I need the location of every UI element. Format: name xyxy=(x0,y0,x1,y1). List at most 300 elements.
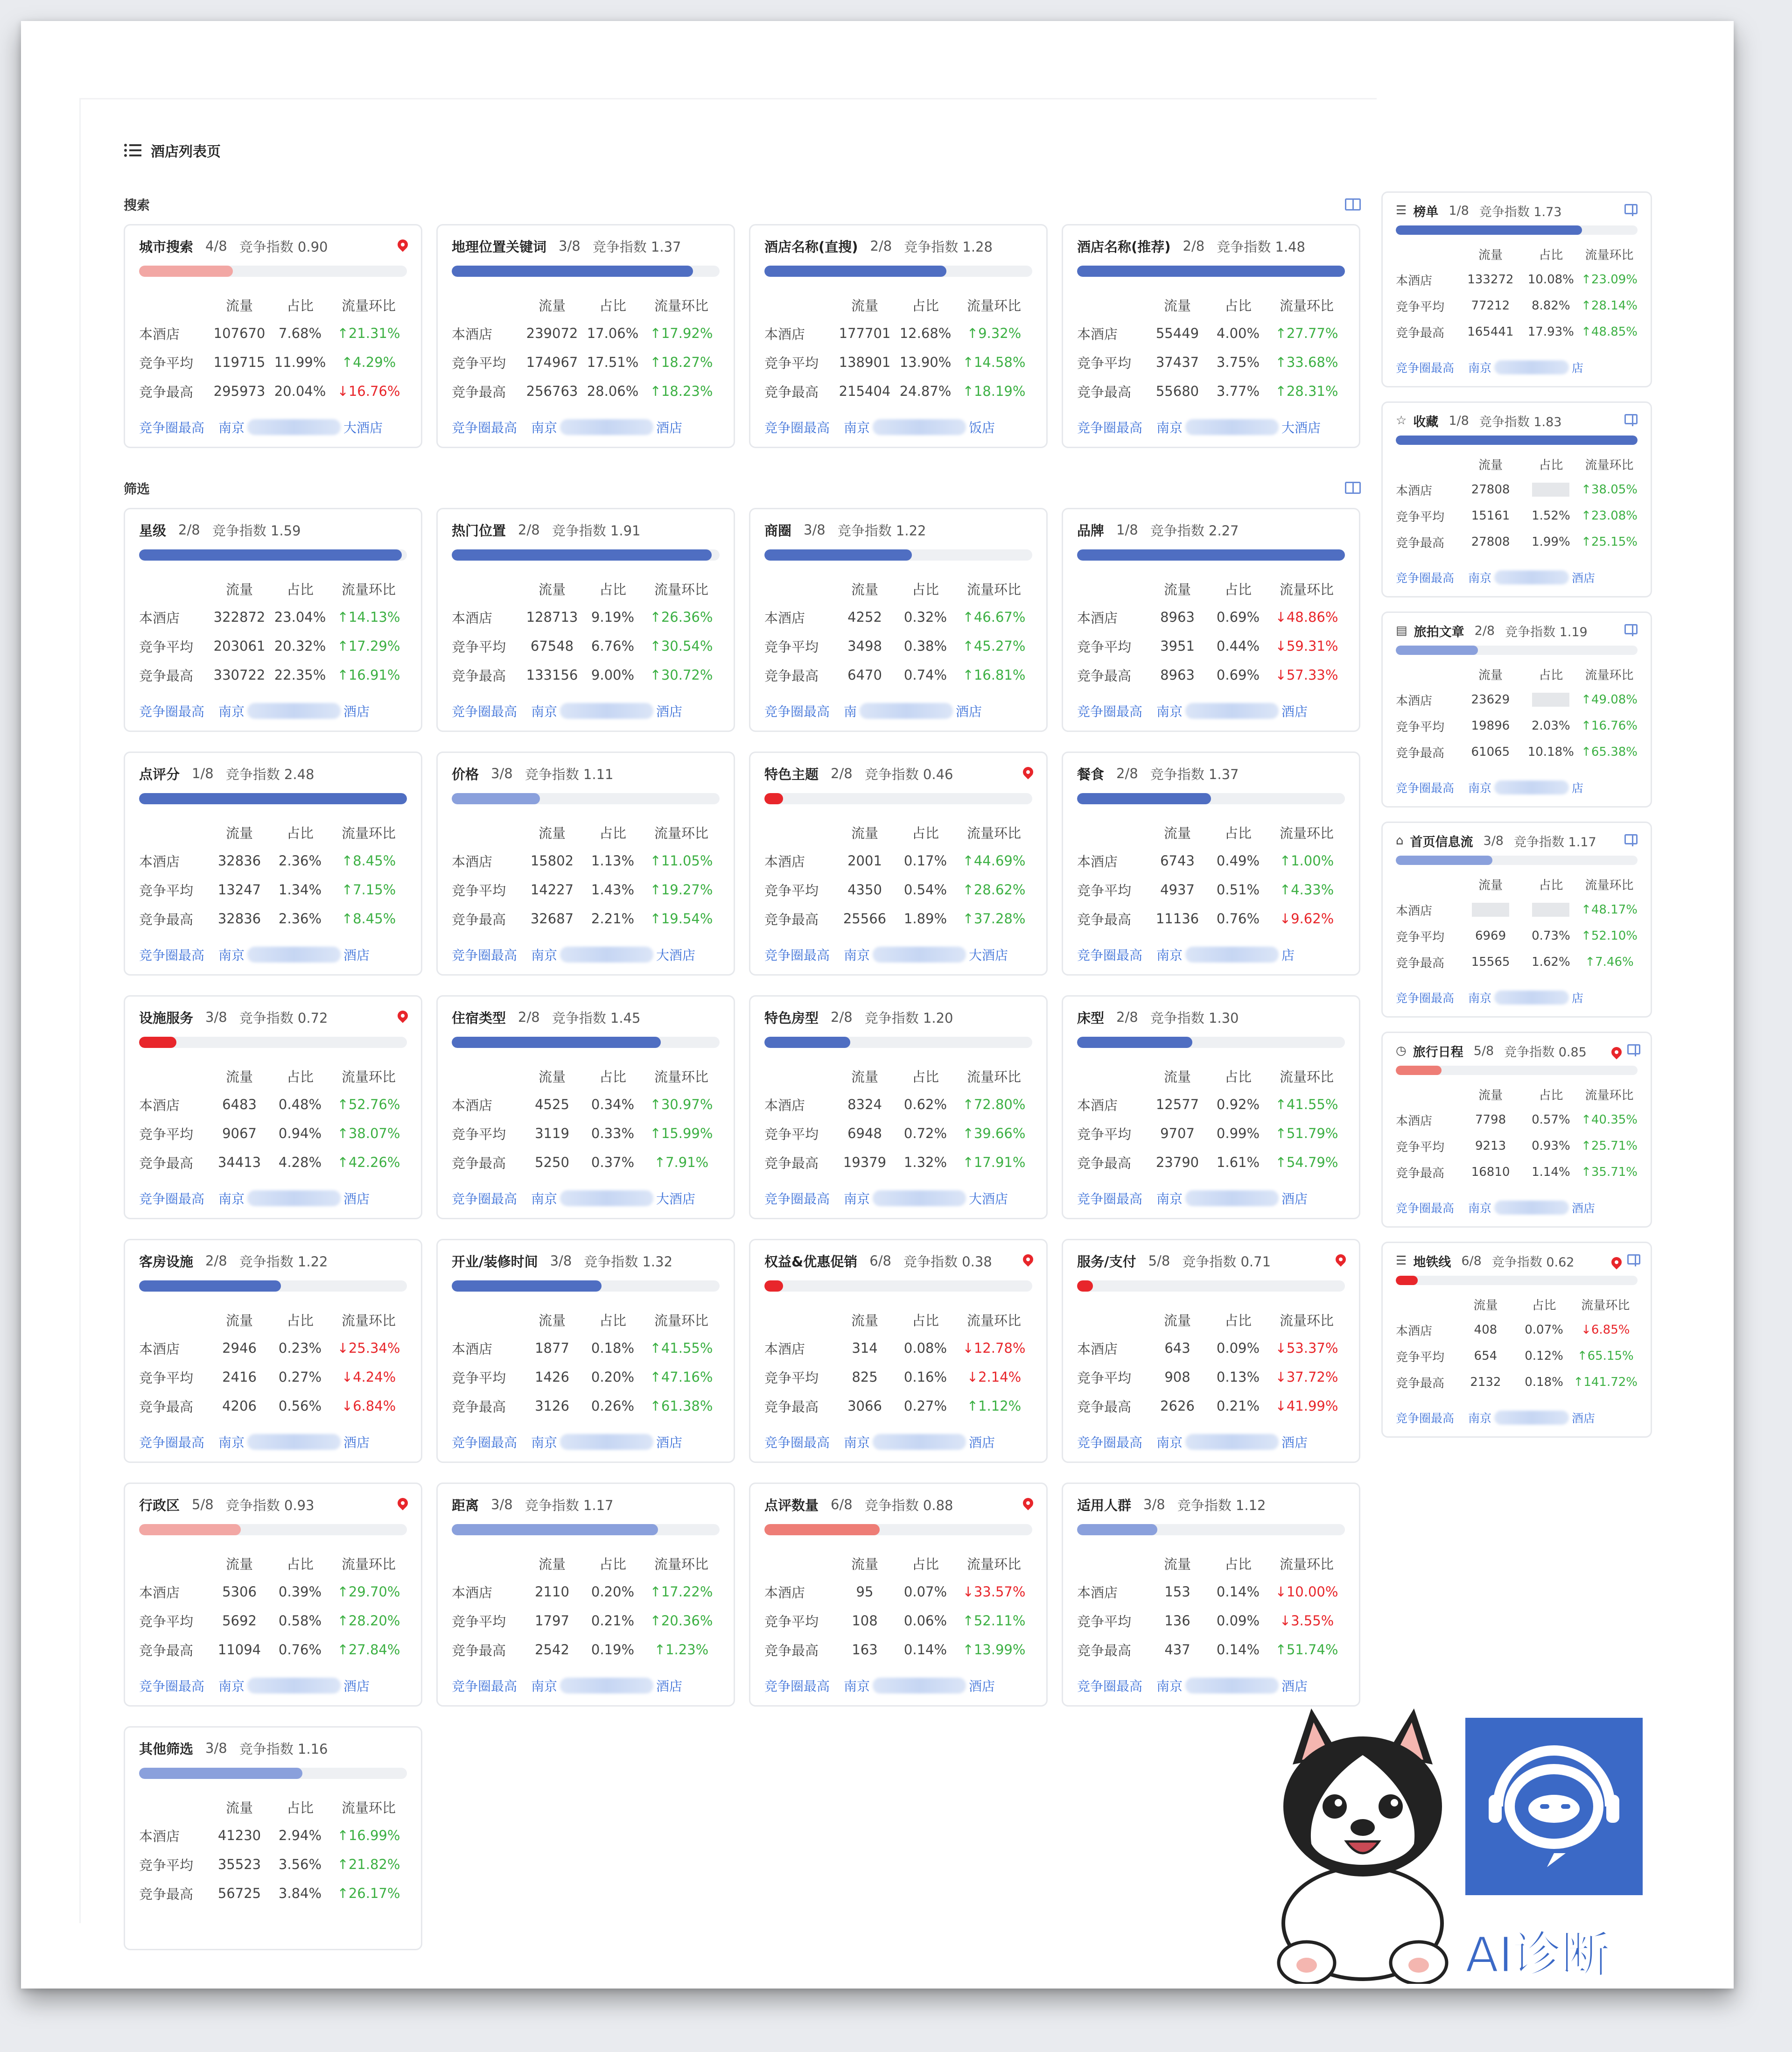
arrow-up-icon: ↑ xyxy=(1585,955,1596,969)
change-value: ↑42.26% xyxy=(337,1154,400,1170)
list-icon xyxy=(124,143,142,158)
competitor-city: 南京 xyxy=(1468,781,1492,795)
flow-value: 108 xyxy=(852,1613,878,1629)
header-flow: 流量 xyxy=(538,1312,566,1328)
table-row xyxy=(1396,687,1638,713)
table-row xyxy=(139,1148,407,1177)
arrow-up-icon: ↑ xyxy=(1581,483,1591,497)
share-value: 23.04% xyxy=(274,609,326,625)
dog-mascot-illustration xyxy=(1251,1704,1475,1984)
share-value: 13.90% xyxy=(899,354,952,370)
competition-index: 竞争指数 0.88 xyxy=(864,1497,953,1513)
flow-value: 55680 xyxy=(1155,383,1199,399)
row-label: 本酒店 xyxy=(139,1828,180,1844)
competitor-city: 南京 xyxy=(1156,1191,1183,1207)
book-icon[interactable] xyxy=(1627,1044,1640,1054)
change-value: ↓59.31% xyxy=(1275,638,1338,654)
redacted-hotel-name xyxy=(1494,991,1569,1005)
competitor-suffix: 店 xyxy=(1572,361,1584,375)
metric-card[interactable] xyxy=(436,752,735,976)
row-label: 竞争最高 xyxy=(139,1642,194,1658)
competitor-city: 南京 xyxy=(1156,704,1183,719)
arrow-up-icon: ↑ xyxy=(650,325,661,341)
change-value: ↑21.82% xyxy=(337,1856,400,1872)
top-competitor-link[interactable] xyxy=(764,702,982,720)
metric-table xyxy=(452,291,720,406)
competition-index: 竞争指数 1.45 xyxy=(552,1010,641,1026)
top-competitor-link[interactable] xyxy=(1077,1189,1308,1208)
redacted-hotel-name xyxy=(1494,1411,1569,1425)
metric-card[interactable] xyxy=(436,1483,735,1707)
change-value: ↑28.14% xyxy=(1581,299,1638,313)
competitor-city: 南京 xyxy=(531,1435,558,1450)
flow-value: 4206 xyxy=(222,1398,257,1414)
change-value: ↓6.85% xyxy=(1581,1323,1630,1337)
metric-card[interactable] xyxy=(749,1483,1048,1707)
arrow-up-icon: ↑ xyxy=(1581,325,1591,339)
row-label: 竞争最高 xyxy=(139,911,194,928)
progress-bar-fill xyxy=(1077,793,1211,804)
header-flow: 流量 xyxy=(1163,1556,1191,1572)
progress-bar-fill xyxy=(764,266,946,277)
share-value xyxy=(1521,897,1581,923)
flow-value: 11136 xyxy=(1155,911,1199,927)
progress-bar-fill xyxy=(139,1524,241,1535)
redacted-hotel-name xyxy=(247,947,341,963)
top-competitor-link[interactable] xyxy=(139,1189,370,1208)
competitor-suffix: 酒店 xyxy=(1281,1435,1308,1450)
flow-value: 2946 xyxy=(222,1340,257,1356)
share-value: 0.57% xyxy=(1532,1113,1570,1127)
metric-card[interactable] xyxy=(1062,752,1360,976)
metric-table xyxy=(1396,1082,1638,1185)
row-label: 竞争平均 xyxy=(764,639,819,655)
metric-card[interactable] xyxy=(749,1239,1048,1463)
metric-table xyxy=(1396,451,1638,555)
flow-value: 41230 xyxy=(217,1827,261,1843)
top-competitor-link[interactable] xyxy=(139,1676,370,1695)
card-header xyxy=(1396,201,1638,220)
arrow-up-icon: ↑ xyxy=(962,1642,974,1658)
share-value: 0.26% xyxy=(591,1398,635,1414)
arrow-up-icon: ↑ xyxy=(650,1613,661,1629)
share-value: 3.84% xyxy=(278,1885,322,1901)
metric-card[interactable] xyxy=(1062,995,1360,1219)
top-competitor-link[interactable] xyxy=(1077,1433,1308,1451)
change-value: ↑14.58% xyxy=(962,354,1026,370)
row-label: 竞争平均 xyxy=(1396,300,1445,314)
flow-value: 133272 xyxy=(1467,273,1514,287)
card-type-icon: ⌂ xyxy=(1396,834,1404,848)
metric-table xyxy=(452,1549,720,1664)
table-row xyxy=(764,1577,1032,1606)
progress-bar xyxy=(452,793,720,804)
row-label: 本酒店 xyxy=(139,1584,180,1601)
table-row xyxy=(1396,1107,1638,1133)
metric-table xyxy=(139,1306,407,1420)
header-change: 流量环比 xyxy=(1585,458,1634,472)
share-value: 0.09% xyxy=(1216,1613,1260,1629)
card-type-icon: ☰ xyxy=(1396,1254,1407,1268)
metric-card[interactable] xyxy=(124,1483,422,1707)
table-row xyxy=(1396,739,1638,765)
header-flow: 流量 xyxy=(1163,297,1191,314)
change-value: ↑54.79% xyxy=(1275,1154,1338,1170)
progress-bar xyxy=(1077,1524,1345,1535)
share-value: 0.07% xyxy=(903,1584,947,1600)
top-competitor-label: 竞争圈最高 xyxy=(1077,420,1143,436)
card-header xyxy=(452,519,720,541)
competition-index: 竞争指数 1.59 xyxy=(212,522,301,539)
card-rank: 5/8 xyxy=(1473,1043,1494,1058)
arrow-up-icon: ↑ xyxy=(341,911,353,927)
header-change: 流量环比 xyxy=(341,1799,396,1816)
table-row xyxy=(452,1334,720,1363)
card-header xyxy=(764,1006,1032,1028)
arrow-up-icon: ↑ xyxy=(654,1642,666,1658)
row-label: 竞争最高 xyxy=(1077,668,1132,684)
competitor-suffix: 酒店 xyxy=(969,1679,995,1694)
row-label: 竞争平均 xyxy=(764,1613,819,1630)
competitor-suffix: 酒店 xyxy=(956,704,982,719)
row-label: 竞争平均 xyxy=(764,1126,819,1142)
redacted-hotel-name xyxy=(247,1190,341,1206)
share-value: 22.35% xyxy=(274,667,326,683)
top-competitor-link[interactable] xyxy=(452,945,695,964)
metric-card[interactable] xyxy=(124,752,422,976)
top-competitor-link[interactable] xyxy=(1077,418,1321,436)
share-value: 2.36% xyxy=(278,911,322,927)
card-rank: 2/8 xyxy=(870,238,892,254)
metric-table xyxy=(452,1062,720,1177)
card-title: 客房设施 xyxy=(139,1253,194,1270)
header-change: 流量环比 xyxy=(654,297,708,314)
arrow-up-icon: ↑ xyxy=(650,911,661,927)
top-competitor-link[interactable] xyxy=(139,418,383,436)
share-value: 0.23% xyxy=(278,1340,322,1356)
top-competitor-link[interactable] xyxy=(452,702,682,720)
arrow-up-icon: ↑ xyxy=(1581,719,1591,733)
share-value: 0.76% xyxy=(1216,911,1260,927)
card-title: 酒店名称(直搜) xyxy=(764,239,858,255)
flow-value: 19379 xyxy=(843,1154,887,1170)
change-value: ↑17.22% xyxy=(650,1584,713,1600)
metric-card[interactable] xyxy=(1062,1483,1360,1707)
flow-value: 37437 xyxy=(1155,354,1199,370)
top-competitor-link[interactable] xyxy=(1396,1409,1595,1426)
change-value: ↑48.17% xyxy=(1581,903,1638,917)
top-competitor-label: 竞争圈最高 xyxy=(139,1679,205,1694)
card-title: 旅拍文章 xyxy=(1414,625,1464,639)
competitor-city: 南京 xyxy=(844,948,870,963)
share-value: 0.38% xyxy=(903,638,947,654)
book-icon[interactable] xyxy=(1345,198,1361,211)
card-title: 旅行日程 xyxy=(1413,1045,1463,1060)
change-value: ↑45.27% xyxy=(962,638,1026,654)
change-value: ↑27.77% xyxy=(1275,325,1338,341)
progress-bar-fill xyxy=(1077,1524,1157,1535)
table-row xyxy=(139,1334,407,1363)
header-share: 占比 xyxy=(286,825,314,841)
change-value: ↑72.80% xyxy=(962,1096,1026,1112)
competitor-suffix: 酒店 xyxy=(1281,1191,1308,1207)
top-competitor-link[interactable] xyxy=(1396,569,1595,586)
top-competitor-link[interactable] xyxy=(139,1433,370,1451)
progress-bar-fill xyxy=(452,1524,658,1535)
change-value: ↑25.71% xyxy=(1581,1139,1638,1153)
competitor-suffix: 店 xyxy=(1572,991,1584,1005)
metric-card[interactable] xyxy=(749,752,1048,976)
top-competitor-label: 竞争圈最高 xyxy=(139,1191,205,1207)
top-competitor-link[interactable] xyxy=(764,1433,995,1451)
header-flow: 流量 xyxy=(225,825,253,841)
progress-bar xyxy=(139,1037,407,1048)
arrow-up-icon: ↑ xyxy=(1581,1113,1591,1127)
redacted-hotel-name xyxy=(1494,1201,1569,1215)
top-competitor-link[interactable] xyxy=(764,1189,1008,1208)
row-label: 竞争平均 xyxy=(452,639,506,655)
competitor-city: 南京 xyxy=(1156,420,1183,436)
search-section-label: 搜索 xyxy=(124,197,150,213)
side-card[interactable] xyxy=(1381,611,1652,808)
row-label: 本酒店 xyxy=(452,1341,493,1357)
card-title: 点评分 xyxy=(139,766,180,782)
redacted-hotel-name xyxy=(247,1434,341,1450)
flow-value: 2132 xyxy=(1470,1375,1501,1389)
metric-card[interactable] xyxy=(436,1239,735,1463)
top-competitor-link[interactable] xyxy=(1396,359,1583,376)
table-row xyxy=(139,319,407,348)
competitor-city: 南京 xyxy=(1156,1679,1183,1694)
book-icon[interactable] xyxy=(1624,204,1638,214)
header-flow: 流量 xyxy=(1478,458,1503,472)
arrow-up-icon: ↑ xyxy=(962,383,974,399)
row-label: 竞争平均 xyxy=(1077,1370,1132,1386)
competition-index: 竞争指数 1.11 xyxy=(525,766,614,782)
arrow-up-icon: ↑ xyxy=(1275,1154,1287,1170)
arrow-up-icon: ↑ xyxy=(650,638,661,654)
table-row xyxy=(1396,949,1638,975)
share-value: 0.27% xyxy=(278,1369,322,1385)
change-value: ↑15.99% xyxy=(650,1125,713,1141)
share-value: 10.08% xyxy=(1527,273,1574,287)
table-row xyxy=(139,632,407,661)
flow-value: 4350 xyxy=(847,882,882,898)
book-icon[interactable] xyxy=(1627,1254,1640,1265)
metric-card[interactable] xyxy=(749,224,1048,448)
row-label: 竞争平均 xyxy=(1077,639,1132,655)
book-icon[interactable] xyxy=(1624,834,1638,844)
share-value: 0.14% xyxy=(903,1642,947,1658)
top-competitor-link[interactable] xyxy=(452,1676,682,1695)
table-row xyxy=(452,1148,720,1177)
top-competitor-label: 竞争圈最高 xyxy=(1396,1412,1455,1425)
top-competitor-link[interactable] xyxy=(1396,779,1583,796)
flow-value: 8963 xyxy=(1160,667,1195,683)
table-row xyxy=(764,377,1032,406)
arrow-up-icon: ↑ xyxy=(650,1125,661,1141)
metric-card[interactable] xyxy=(436,995,735,1219)
top-competitor-label: 竞争圈最高 xyxy=(1077,1679,1143,1694)
header-flow: 流量 xyxy=(538,825,566,841)
top-competitor-link[interactable] xyxy=(139,945,370,964)
card-rank: 2/8 xyxy=(1474,623,1495,638)
header-flow: 流量 xyxy=(225,1312,253,1328)
competition-index: 竞争指数 1.48 xyxy=(1217,239,1305,255)
competitor-city: 南京 xyxy=(218,704,245,719)
top-competitor-link[interactable] xyxy=(1077,702,1308,720)
metric-card[interactable] xyxy=(749,995,1048,1219)
flow-value: 1797 xyxy=(535,1613,569,1629)
change-value: ↑30.97% xyxy=(650,1096,713,1112)
change-value: ↑20.36% xyxy=(650,1613,713,1629)
row-label: 竞争平均 xyxy=(452,1126,506,1142)
flow-value: 3126 xyxy=(535,1398,569,1414)
table-row xyxy=(452,1606,720,1635)
header-change: 流量环比 xyxy=(341,825,396,841)
share-value: 0.16% xyxy=(903,1369,947,1385)
share-value: 28.06% xyxy=(587,383,639,399)
top-competitor-link[interactable] xyxy=(764,1676,995,1695)
top-competitor-link[interactable] xyxy=(764,418,995,436)
flow-value: 27808 xyxy=(1471,483,1510,497)
header-flow: 流量 xyxy=(1478,248,1503,262)
card-type-icon: ▤ xyxy=(1396,624,1407,638)
side-card[interactable] xyxy=(1381,1032,1652,1228)
competition-index: 竞争指数 1.83 xyxy=(1479,415,1562,429)
book-icon[interactable] xyxy=(1345,482,1361,494)
top-competitor-link[interactable] xyxy=(139,702,370,720)
table-row xyxy=(1396,503,1638,529)
competitor-city: 南京 xyxy=(531,1191,558,1207)
competitor-suffix: 酒店 xyxy=(1572,1412,1596,1425)
ai-diagnosis-badge[interactable] xyxy=(1465,1718,1643,1983)
top-competitor-link[interactable] xyxy=(764,945,1008,964)
book-icon[interactable] xyxy=(1624,624,1638,634)
arrow-up-icon: ↑ xyxy=(337,1642,349,1658)
row-label: 本酒店 xyxy=(452,326,493,342)
change-value: ↑19.54% xyxy=(650,911,713,927)
row-label: 本酒店 xyxy=(139,610,180,626)
table-row xyxy=(764,1090,1032,1119)
card-title: 特色主题 xyxy=(764,766,819,782)
metric-card[interactable] xyxy=(124,995,422,1219)
metric-card[interactable] xyxy=(749,508,1048,732)
card-header xyxy=(139,762,407,785)
flow-value: 25566 xyxy=(843,911,887,927)
header-change: 流量环比 xyxy=(1279,297,1334,314)
change-value: ↓10.00% xyxy=(1275,1584,1338,1600)
side-card[interactable] xyxy=(1381,191,1652,387)
share-value: 0.62% xyxy=(903,1096,947,1112)
table-row xyxy=(452,1090,720,1119)
side-card[interactable] xyxy=(1381,822,1652,1018)
share-value: 10.18% xyxy=(1527,745,1574,759)
header-flow: 流量 xyxy=(1163,1068,1191,1085)
progress-bar xyxy=(139,1768,407,1779)
header-flow: 流量 xyxy=(538,1068,566,1085)
change-value: ↑52.11% xyxy=(962,1613,1026,1629)
card-header xyxy=(1077,1250,1345,1272)
header-share: 占比 xyxy=(599,581,626,597)
top-competitor-label: 竞争圈最高 xyxy=(1077,1435,1143,1450)
flow-value: 128713 xyxy=(526,609,578,625)
card-rank: 1/8 xyxy=(1116,522,1138,538)
top-competitor-link[interactable] xyxy=(1396,1199,1595,1216)
progress-bar xyxy=(1396,856,1638,865)
header-change: 流量环比 xyxy=(966,1312,1021,1328)
flow-value: 6948 xyxy=(847,1125,882,1141)
book-icon[interactable] xyxy=(1624,414,1638,424)
top-competitor-link[interactable] xyxy=(452,1189,695,1208)
page-title-text: 酒店列表页 xyxy=(151,144,221,160)
table-row xyxy=(1396,293,1638,319)
header-change: 流量环比 xyxy=(966,1068,1021,1085)
metric-table xyxy=(452,818,720,933)
flow-value: 32836 xyxy=(217,911,261,927)
redacted-hotel-name xyxy=(873,1678,966,1694)
top-competitor-link[interactable] xyxy=(1077,945,1295,964)
card-rank: 2/8 xyxy=(518,522,540,538)
row-label: 本酒店 xyxy=(452,1584,493,1601)
metric-card[interactable] xyxy=(1062,1239,1360,1463)
arrow-up-icon: ↑ xyxy=(337,1584,349,1600)
change-value: ↑7.46% xyxy=(1585,955,1634,969)
row-label: 竞争平均 xyxy=(139,1857,194,1873)
metric-card[interactable] xyxy=(124,1726,422,1950)
metric-card[interactable] xyxy=(436,508,735,732)
share-value: 2.21% xyxy=(591,911,635,927)
top-competitor-link[interactable] xyxy=(452,1433,682,1451)
card-header xyxy=(1396,411,1638,430)
metric-card[interactable] xyxy=(1062,508,1360,732)
top-competitor-label: 竞争圈最高 xyxy=(1396,571,1455,585)
hidden-value xyxy=(1472,903,1509,917)
table-row xyxy=(1077,846,1345,875)
table-row xyxy=(1077,377,1345,406)
top-competitor-link[interactable] xyxy=(1396,989,1583,1006)
metric-card[interactable] xyxy=(1062,224,1360,448)
metric-card[interactable] xyxy=(124,1239,422,1463)
header-share: 占比 xyxy=(599,1068,626,1085)
table-row xyxy=(764,661,1032,689)
metric-card[interactable] xyxy=(124,508,422,732)
side-card[interactable] xyxy=(1381,1242,1652,1438)
row-label: 竞争最高 xyxy=(1396,1166,1445,1181)
metric-card[interactable] xyxy=(436,224,735,448)
competitor-city: 南京 xyxy=(844,1679,870,1694)
card-rank: 2/8 xyxy=(1116,766,1138,781)
row-label: 竞争最高 xyxy=(1396,956,1445,970)
table-row xyxy=(139,1090,407,1119)
top-competitor-link[interactable] xyxy=(1077,1676,1308,1695)
header-change: 流量环比 xyxy=(341,1556,396,1572)
metric-card[interactable] xyxy=(124,224,422,448)
top-competitor-link[interactable] xyxy=(452,418,682,436)
card-header xyxy=(1396,831,1638,850)
arrow-up-icon: ↑ xyxy=(962,1154,974,1170)
flow-value: 27808 xyxy=(1471,535,1510,549)
metric-table xyxy=(764,291,1032,406)
competitor-suffix: 大酒店 xyxy=(969,1191,1008,1207)
arrow-up-icon: ↑ xyxy=(1279,853,1291,869)
table-row xyxy=(139,377,407,406)
progress-bar-fill xyxy=(1396,1066,1442,1075)
side-card[interactable] xyxy=(1381,401,1652,597)
progress-bar xyxy=(1396,436,1638,445)
row-label: 竞争平均 xyxy=(1396,1140,1445,1154)
header-flow: 流量 xyxy=(225,1799,253,1816)
